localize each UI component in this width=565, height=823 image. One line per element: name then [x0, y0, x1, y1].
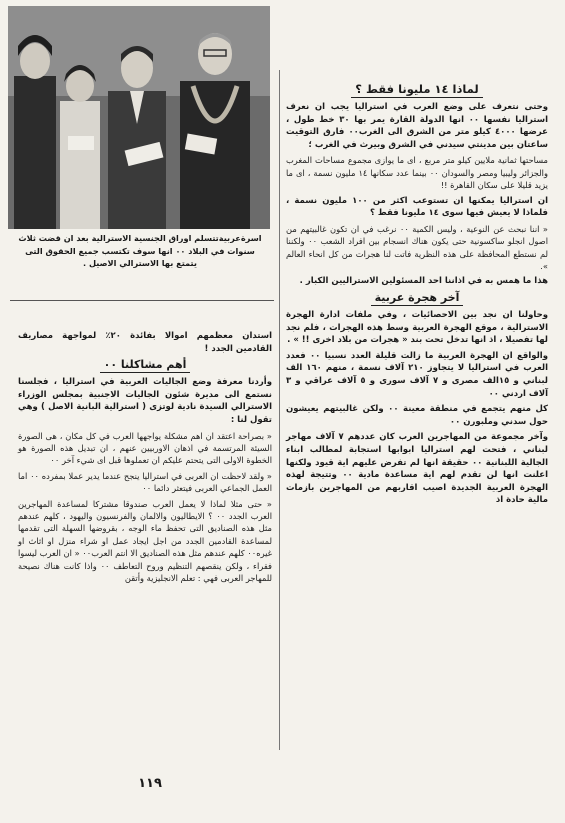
paragraph: وحاولنا ان نجد بين الاحصائيات ، وفي ملفات ادارة الهجرة الاسترالية ، موقع الهجرة العربية وسط هذه الهجرات ، فلم نجد لها تفصيلا ، اذ انها تدخل تحت بند « هجرات من بلاد اخرى !! » .: [286, 310, 548, 346]
paragraph: كل منهم يتجمع في منطقة معينة ٠٠ ولكن غالبيتهم يعيشون حول سدني وملبورن ٠٠: [286, 404, 548, 427]
paragraph: والواقع ان الهجرة العربية ما زالت قليلة العدد نسبيا ٠٠ فعدد العرب في استراليا لا يتجاوز ٢١٠ آلاف نسمة ، منهم ١٦٠ الف لبناني و ١٥الف مصرى و ٧ آلاف سورى و ٥ آلاف عراقي و ٣ آلاف اردني ٠٠: [286, 350, 549, 399]
paragraph: « ولقد لاحظت ان العربى في استراليا ينجح عندما يدير عملا بمفرده ٠٠ اما العمل الجماعي العربى فيتعثر دائما ٠٠: [18, 470, 272, 494]
right-column: [286, 72, 548, 510]
paragraph: وأردنا معرفة وضع الجاليات العربية في استراليا ، فجلسنا نستمع الى مديرة شئون الجاليات الاجنبية بمجلس الوزراء الاسترالي السيدة نادية لوتزى ( استرالية البانية الاصل ) وهي تقول لنا :: [18, 377, 272, 425]
paragraph: وحتى نتعرف على وضع العرب في استراليا يجب ان نعرف استراليا نفسها ٠٠ انها الدولة القارة يمر بها ٣٠ خط طول ، عرضها ٤٠٠٠ كيلو متر من الشرق الى الغرب٠٠ فارق التوقيت ساعتان بين مدينتي سيدني في الشرق وبيرث في الغرب ؛: [286, 102, 549, 150]
paragraph: « اننا نبحث عن النوعية ، وليس الكمية ٠٠ نرغب في ان تكون غالبيتهم من اصول انجلو ساكسونية حتى يكون هناك انسجام بين افراد الشعب ٠٠ ولكننا لم نستطع المحافظة على هذه النظرية فاتت لنا هجرات من كل انحاء العالم ».: [286, 223, 548, 271]
paragraph: « بصراحة اعتقد ان اهم مشكلة يواجهها العرب في كل مكان ، هى الصورة السيئة المرتسمة في اذهان الاوربيين عنهم ، ان تبديل هذه الصورة هو الخطوة الاولى التى يتحتم عليكم ان تعملوها قبل اى شيء آخر ٠٠: [18, 430, 272, 466]
heading-why-14-million: لماذا ١٤ مليونا فقط ؟: [286, 82, 548, 96]
paragraph: استدان معظمهم اموالا بفائدة ٢٠٪ لمواجهة مصاريف القادمين الجدد !: [18, 331, 273, 354]
paragraph: مساحتها ثمانية ملايين كيلو متر مربع ، اى ما يوازى مجموع مساحات المغرب والجزائر وليبيا ومصر والسودان ٠٠ بينما عدد سكانها ١٤ مليون نسمة ، اى ما يزيد قليلا على سكان القاهرة !!: [286, 155, 548, 191]
paragraph: وآخر مجموعة من المهاجرين العرب كان عددهم ٧ آلاف مهاجر لبناني ، فتحت لهم استراليا ابوابها استجابة لمطالب ابناء الجالية اللبنانية ٠٠ حقيقة انها لم تفرض عليهم اية قيود ولكنها اعلنت انها لن تقدم لهم اية مساعدة مادية ٠٠ وتتيجة لهذه الهجرة العربية الجديدة اصيب اقاربهم من المهاجرين بازمات مالية حادة اذ: [286, 432, 548, 506]
left-column: [18, 330, 272, 587]
page-number: ١١٩: [138, 776, 162, 791]
paragraph: « حتى مثلا لماذا لا يعمل العرب صندوقا مشتركا لمساعدة المهاجرين العرب الجدد ٠٠ ؟ الايطاليون والالمان والفرنسيون واليهود ، كلهم عندهم مثل هذه الصناديق التى تحفظ ماء الوجه ، بقروضها السهلة التى تقدمها لمساعدة القادمين الجدد من اجل ايجاد عمل او شراء منزل او اثاث او غيره٠٠ كلهم عندهم مثل هذه الصناديق الا انتم العرب٠٠ « ان العرب ليسوا فقراء ، ولكن ينقصهم التنظيم وروح التعاطف ٠٠ واذا كانت هناك نصيحة للمهاجر العربى فهي : تعلم الانجليزية وأتقن: [18, 498, 272, 584]
heading-our-main-problems: أهم مشاكلنا ٠٠: [18, 358, 272, 371]
photo-illustration: [8, 6, 270, 229]
column-divider: [279, 70, 280, 750]
caption-divider: [10, 300, 274, 301]
family-photo: [8, 6, 270, 229]
photo-caption: اسرةعربيةتتسلم اوراق الجنسية الاسترالية بعد ان قضت ثلاث سنوات في البلاد ٠٠ انها سوف تكتسب جميع الحقوق التى يتمتع بها الاسترالي الاصيل .: [18, 233, 262, 269]
paragraph: ان استراليا يمكنها ان تستوعب اكثر من ١٠٠ مليون نسمة ، فلماذا لا يعيش فيها سوى ١٤ مليونا فقط ؟: [286, 195, 548, 219]
paragraph: هذا ما همس به في اذاننا احد المسئولين الاستراليين الكبار .: [299, 276, 548, 287]
heading-last-arab-migration: آخر هجرة عربية: [286, 291, 548, 304]
